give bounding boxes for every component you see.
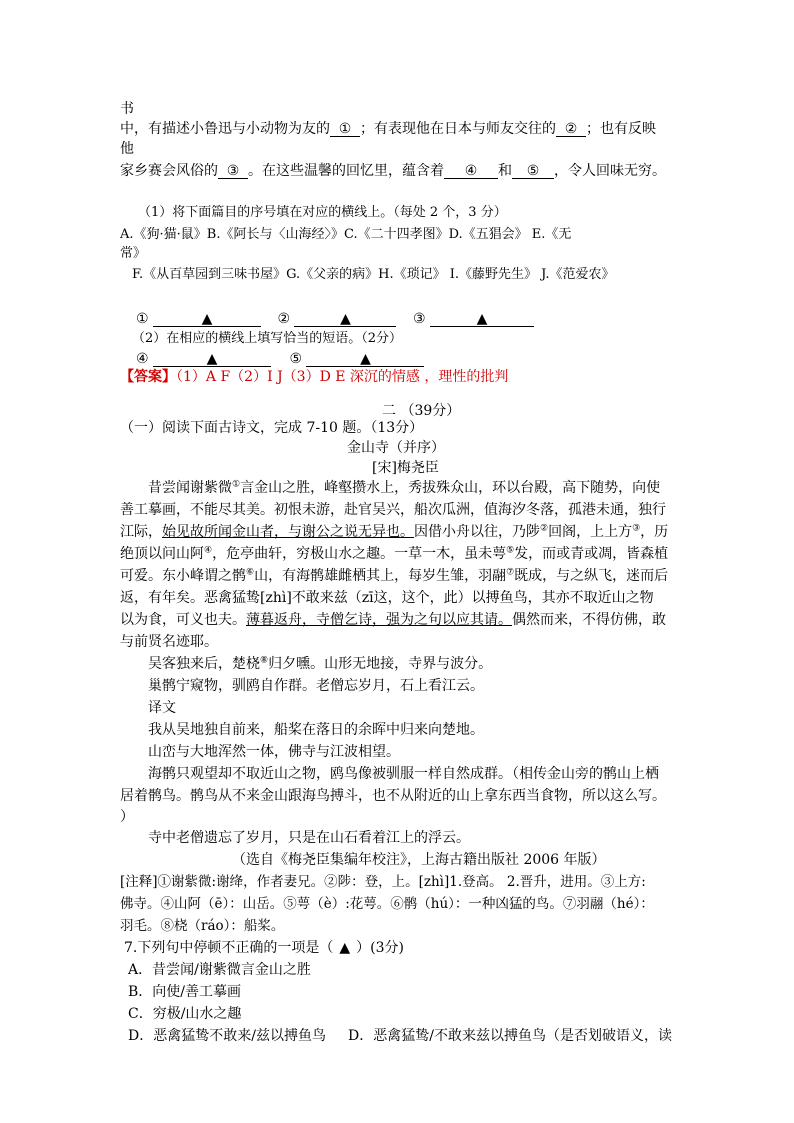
text-line: 他 [120,141,134,157]
preface-line: 昔尝闻谢紫微①言金山之胜，峰壑攒水上，秀拔殊众山，环以台殿，高下随势，向使 [148,479,661,496]
sub-question-2: （2）在相应的横线上填写恰当的短语。（2分） [132,331,403,346]
note-line: [注释]①谢紫微:谢绛，作者妻兄。②陟：登，上。[zhì]1.登高。 2.晋升，进用。③上方: [120,874,646,890]
section-intro: （一）阅读下面古诗文，完成 7-10 题。（13分） [120,420,424,436]
option-c: C．穷极/山水之趣 [128,1006,242,1022]
translation-line: 山峦与大地浑然一体，佛寺与江波相望。 [148,744,400,760]
preface-line: 江际，始见故所闻金山者，与谢公之说无异也。因借小舟以往，乃陟②回阁，上上方③，历 [120,523,669,540]
note-line: 佛寺。④山阿（ē）：山岳。⑤萼（è）:花萼。⑥鹘（hú）：一种凶猛的鸟。⑦羽翮（hé）： [120,896,654,912]
options-line: A.《狗·猫·鼠》B.《阿长与〈山海经〉》C.《二十四孝图》D.《五猖会》 E.《无 [120,227,572,242]
translation-line: 海鹘只观望却不取近山之物，鸥鸟像被驯服一样自然成群。（相传金山旁的鹘山上栖 [148,766,659,782]
preface-line: 返，有年矣。恶禽猛鸷[zhì]不敢来兹（zī这，这个，此）以搏鱼鸟，其亦不取近山之物 [120,590,654,606]
answer-blank[interactable]: ▲ [306,350,424,367]
answer-key: 【答案】（1）A F（2）I J（3）D E 深沉的情感 ，理性的批判 [120,369,509,385]
blank-4: ④ [444,162,498,179]
translation-line: 我从吴地独自前来，船桨在落日的余晖中归来向楚地。 [148,722,484,738]
answer-blank[interactable]: ▲ [153,310,261,327]
fill-line-2: ④ ▲ ⑤ ▲ [136,350,424,368]
translation-line: 寺中老僧遗忘了岁月，只是在山石看着江上的浮云。 [148,830,470,846]
text-line: 家乡赛会风俗的 ③ 。在这些温馨的回忆里，蕴含着 ④ 和 ⑤ ，令人回味无穷。 [120,163,666,179]
preface-line: 与前贤名迹耶。 [120,634,218,650]
answer-marker[interactable]: ▲ [339,940,351,956]
fill-line-1: ① ▲ ② ▲ ③ ▲ [136,310,534,328]
text-line: 中，有描述小鲁迅与小动物为友的 ① ；有表现他在日本与师友交往的 ② ；也有反映 [120,121,656,137]
poem-title: 金山寺（并序） [347,440,445,456]
option-d1: D．恶禽猛鸷不敢来/兹以搏鱼鸟 [128,1028,326,1044]
option-b: B．向使/善工摹画 [128,984,242,1000]
answer-blank[interactable]: ▲ [430,310,534,327]
preface-line: 以为食，可义也夫。薄暮返舟，寺僧乞诗，强为之句以应其请。偶然而来，不得仿佛，敢 [120,612,666,628]
preface-line: 可爱。东小峰谓之鹘⑥山，有海鹘雄雌栖其上，每岁生雏，羽翮⑦既成，与之纵飞，迷而后 [120,567,669,584]
blank-1: ① [330,120,360,137]
preface-line: 善工摹画，不能尽其美。初恨未游，赴官吴兴，船次瓜洲，值海汐冬落，孤港未通，独行 [120,502,666,518]
option-a: A．昔尝闻/谢紫微言金山之胜 [128,962,311,978]
options-line: F.《从百草园到三味书屋》G.《父亲的病》H.《琐记》 I.《藤野先生》 J.《范爱农》 [132,267,615,282]
blank-2: ② [556,120,586,137]
options-line: 常》 [120,246,147,261]
answer-blank[interactable]: ▲ [294,310,396,327]
poem-line: 吴客独来后，楚桡⑧归夕曛。山形无地接，寺界与波分。 [148,655,493,672]
source-line: （选自《梅尧臣集编年校注》，上海古籍出版社 2006 年版） [232,852,606,868]
note-line: 羽毛。⑧桡（ráo）：船桨。 [120,918,285,934]
option-d2: D．恶禽猛鸷/不敢来兹以搏鱼鸟（是否划破语义，读 [348,1028,672,1044]
sub-question-1: （1）将下面篇目的序号填在对应的横线上。（每处 2 个，3 分） [138,205,507,220]
translation-label: 译文 [148,700,176,716]
blank-5: ⑤ [512,162,554,179]
poem-author: [宋]梅尧臣 [372,460,439,476]
blank-3: ③ [218,162,248,179]
translation-line: ） [120,809,134,825]
text-line: 书 [120,101,134,117]
answer-blank[interactable]: ▲ [153,350,271,367]
section-header: 二 （39分） [382,403,461,419]
question-7-stem: 7.下列句中停顿不正确的一项是（ ▲ ）(3分) [124,940,404,956]
preface-line: 绝顶以问山阿④，危亭曲轩，穷极山水之趣。一草一木，虽未萼⑤发，而或青或凋，皆森植 [120,545,669,562]
translation-line: 居着鹘鸟。鹘鸟从不来金山跟海鸟搏斗，也不从附近的山上拿东西当食物，所以这么写。 [120,788,666,804]
poem-line: 巢鹘宁窥物，驯鸥自作群。老僧忘岁月，石上看江云。 [148,678,484,694]
